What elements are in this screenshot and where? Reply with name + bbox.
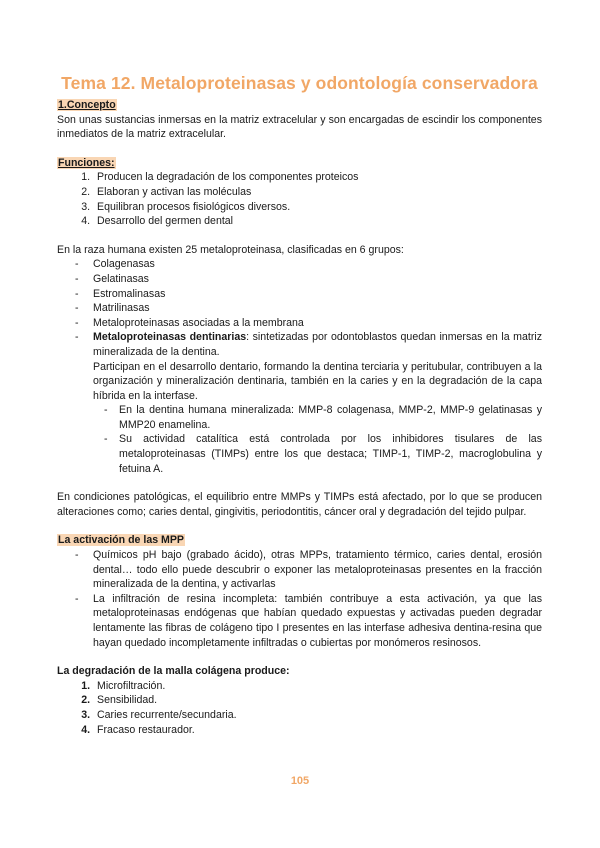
list-item: - La infiltración de resina incompleta: también contribuye a esta activación, ya que las metaloproteinasas endógenas que habían quedado expuestas y activadas pueden degradar lentamente las fibras de colágeno tipo I presentes en las interfase adhesiva dentina-resina que hayan quedado incompletamente infiltradas o cubiertas por monómeros resinosos. bbox=[93, 592, 542, 650]
patologicas-paragraph: En condiciones patológicas, el equilibrio entre MMPs y TIMPs está afectado, por lo que se producen alteraciones como; caries dental, gingivitis, periodontitis, cáncer oral y degradación del tejido pulpar. bbox=[57, 491, 542, 518]
raza-intro: En la raza humana existen 25 metaloproteinasa, clasificadas en 6 grupos: bbox=[57, 243, 404, 256]
list-item: - Su actividad catalítica está controlada por los inhibidores tisulares de las metaloproteinasas (TIMPs) entre los que destaca; TIMP-1, TIMP-2, macroglobulina y fetuina A. bbox=[119, 432, 542, 476]
list-item-dentinarias bbox=[93, 330, 542, 476]
list-item: - Gelatinasas bbox=[93, 272, 542, 287]
concepto-text: Son unas sustancias inmersas en la matriz extracelular y son encargadas de escindir los componentes inmediatos de la matriz extracelular. bbox=[57, 113, 542, 141]
concepto-section bbox=[57, 98, 542, 142]
dentinarias-text: : sintetizadas por odontoblastos quedan inmersas en la matriz mineralizada de la dentina. bbox=[93, 331, 542, 358]
degradacion-section bbox=[57, 664, 542, 737]
list-item: - Metaloproteinasas asociadas a la membrana bbox=[93, 316, 542, 331]
concepto-heading: 1.Concepto bbox=[58, 99, 116, 111]
list-item: - En la dentina humana mineralizada: MMP-8 colagenasa, MMP-2, MMP-9 gelatinasas y MMP20 enamelina. bbox=[119, 403, 542, 432]
list-item: - Químicos pH bajo (grabado ácido), otras MPPs, tratamiento térmico, caries dental, erosión dental… todo ello puede descubrir o exponer las metaloproteinasas presentes en la fracción mineralizada de la dentina, y activarlas bbox=[93, 548, 542, 592]
list-item: 1. Microfiltración. bbox=[93, 679, 542, 694]
activacion-section bbox=[57, 533, 542, 650]
funciones-list bbox=[57, 170, 542, 228]
raza-section bbox=[57, 243, 542, 477]
list-item: - Matrilinasas bbox=[93, 301, 542, 316]
activacion-heading: La activación de las MPP bbox=[58, 534, 184, 547]
list-item: 4. Fracaso restaurador. bbox=[93, 723, 542, 738]
dentinarias-paragraph: Participan en el desarrollo dentario, formando la dentina terciaria y peritubular, contribuyen a la organización y mineralización dentinaria, también en la caries y en la degradación de la capa híbrida en la interfase. bbox=[93, 360, 542, 402]
dentinarias-sublist bbox=[93, 403, 542, 476]
list-item: 2. Elaboran y activan las moléculas bbox=[93, 185, 542, 200]
activacion-list bbox=[57, 548, 542, 650]
degradacion-heading: La degradación de la malla colágena produce: bbox=[57, 665, 290, 678]
groups-list bbox=[57, 257, 542, 476]
degradacion-list bbox=[57, 679, 542, 737]
list-item: - Colagenasas bbox=[93, 257, 542, 272]
document-page bbox=[57, 72, 542, 737]
dentinarias-term: Metaloproteinasas dentinarias bbox=[93, 331, 247, 344]
list-item: 2. Sensibilidad. bbox=[93, 693, 542, 708]
funciones-section bbox=[57, 156, 542, 229]
page-number: 105 bbox=[290, 775, 310, 787]
list-item: 3. Caries recurrente/secundaria. bbox=[93, 708, 542, 723]
list-item: 3. Equilibran procesos fisiológicos diversos. bbox=[93, 200, 542, 215]
list-item: 4. Desarrollo del germen dental bbox=[93, 214, 542, 229]
funciones-heading: Funciones: bbox=[58, 156, 115, 169]
page-title: Tema 12. Metaloproteinasas y odontología conservadora bbox=[61, 73, 538, 93]
list-item: - Estromalinasas bbox=[93, 287, 542, 302]
list-item: 1. Producen la degradación de los componentes proteicos bbox=[93, 170, 542, 185]
